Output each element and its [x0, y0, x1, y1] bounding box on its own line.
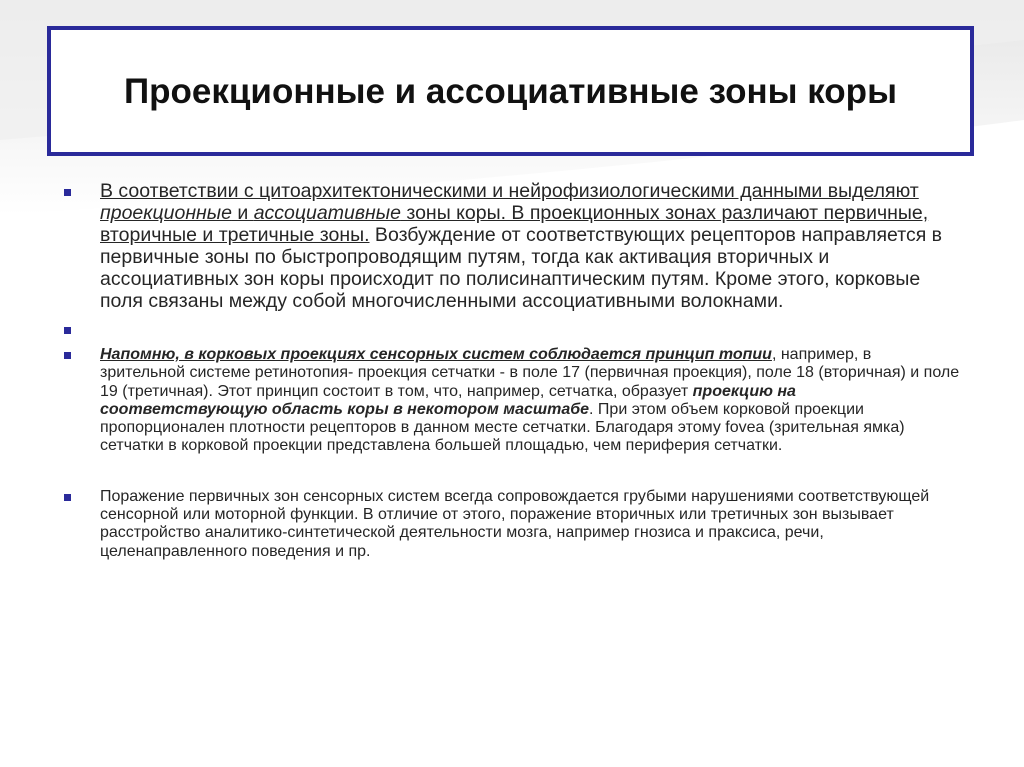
title-box	[47, 26, 974, 156]
p1-and: и	[231, 202, 254, 224]
paragraph-1	[60, 180, 960, 312]
paragraph-lesion	[60, 488, 960, 561]
bullet-square-icon	[64, 189, 71, 196]
topia-lead: Напомню, в корковых проекциях сенсорных систем соблюдается принцип топии	[100, 346, 772, 363]
p1-projection-term: проекционные	[100, 202, 232, 224]
page-title: Проекционные и ассоциативные зоны коры	[124, 71, 897, 111]
lesion-text: Поражение первичных зон сенсорных систем всегда сопровождается грубыми нарушениями соответствующей сенсорной или моторной функции. В отличие от этого, поражение вторичных или третичных зон вызывает расстройство аналитико-синтетической деятельности мозга, например гнозиса и праксиса, речи, целенаправленного поведения и пр.	[100, 487, 930, 560]
paragraph-topia	[60, 346, 960, 456]
p1-s3: Возбуждение от соответствующих рецепторов направляется в первичные зоны по быстропроводящим путям, тогда как активация вторичных и ассоциативных зон коры происходит по полисинаптическим путям. Кроме этого, корковые поля связаны между собой многочисленными ассоциативными волокнами.	[100, 224, 943, 312]
content-area	[60, 180, 960, 561]
p1-s2: В проекционных зонах различают первичные, вторичные и третичные зоны.	[100, 202, 929, 246]
p1-s1-start: В соответствии с цитоархитектоническими и нейрофизиологическими данными выделяют	[100, 180, 919, 202]
empty-bullet-row	[60, 318, 960, 340]
bullet-square-icon	[64, 352, 71, 359]
bullet-square-icon	[64, 494, 71, 501]
topia-text-1: , например, в зрительной системе ретинотопия- проекция сетчатки - в поле 17 (первичная проекция), поле 18 (вторичная) и поле 19 (третичная). Этот принцип состоит в том, что, например, сетчатка, образует	[100, 346, 960, 400]
topia-emphasis: проекцию на соответствующую область коры в некотором масштабе	[100, 382, 796, 418]
p1-association-term: ассоциативные	[253, 202, 401, 224]
bullet-square-icon	[64, 327, 71, 334]
p1-s1-end: зоны коры.	[400, 202, 506, 224]
topia-text-2: . При этом объем корковой проекции пропорционален плотности рецепторов в данном месте сетчатки. Благодаря этому fovea (зрительная ямка) сетчатки в корковой проекции представлена большей площадью, чем периферия сетчатки.	[100, 400, 905, 455]
